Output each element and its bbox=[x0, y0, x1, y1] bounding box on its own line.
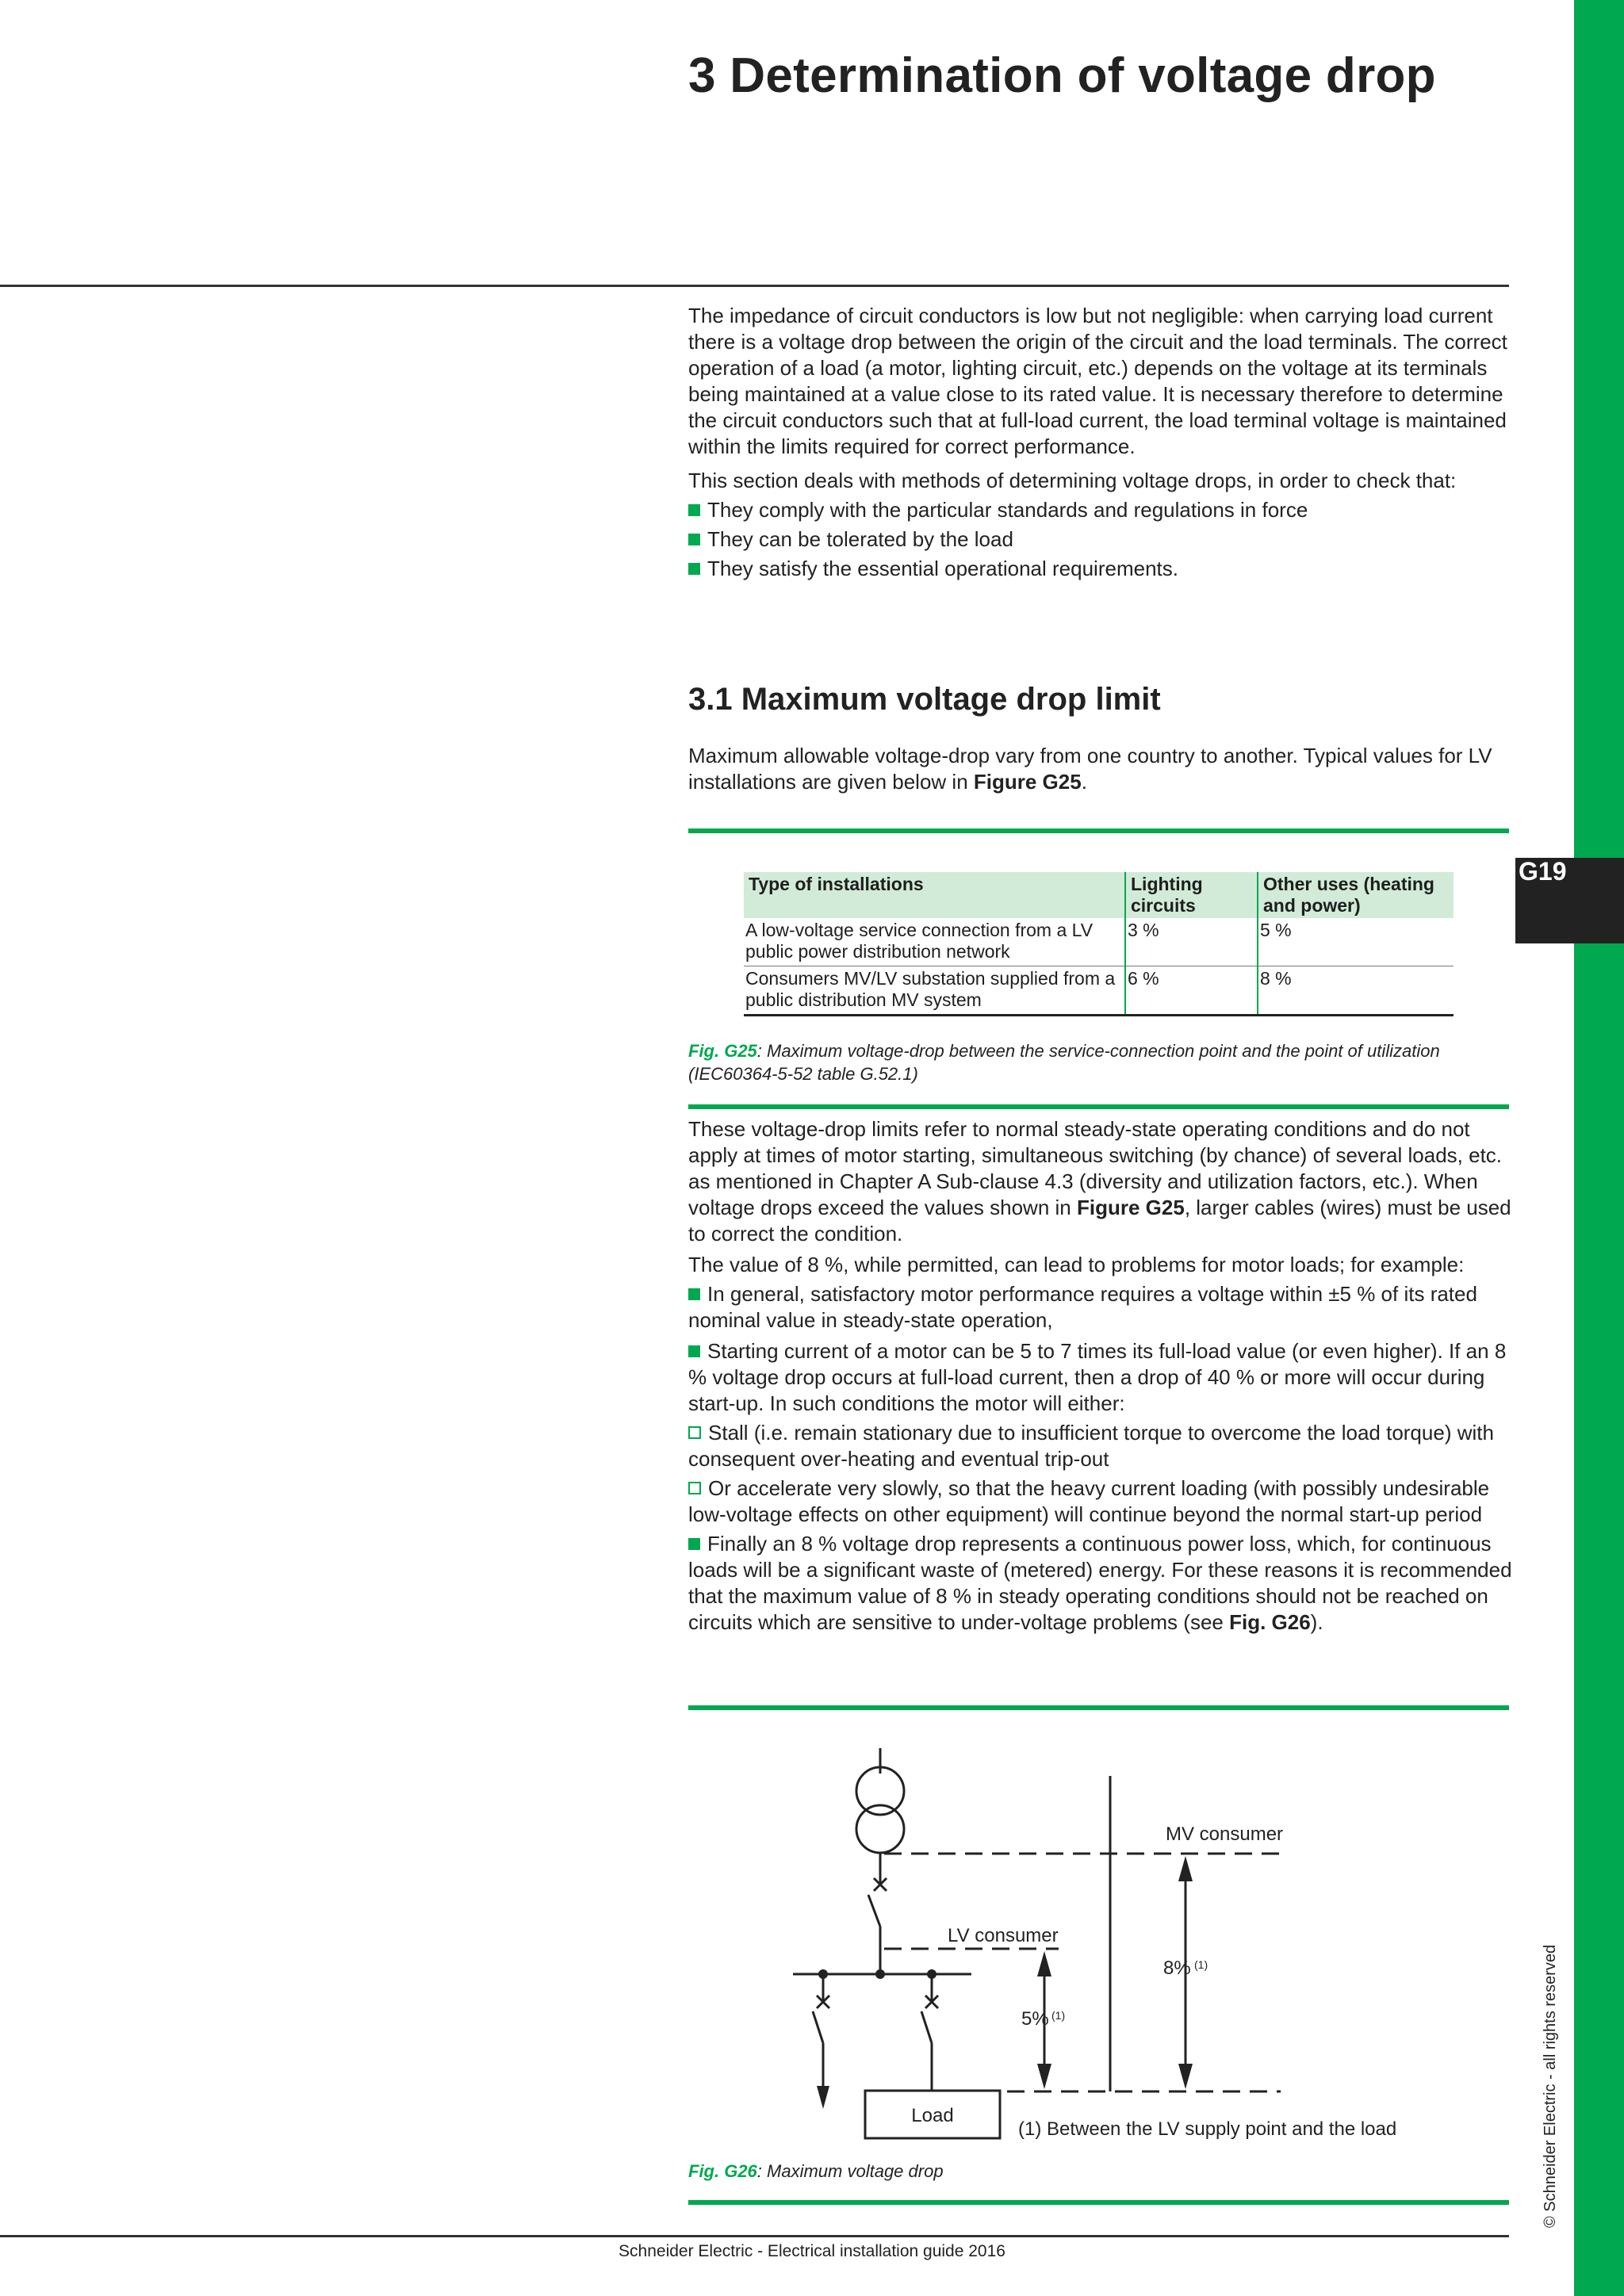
intro-paragraph: The impedance of circuit conductors is low but not negligible: when carrying load current there is a voltage drop between the origin of the circuit and the load terminals. The correct operation of a load (a motor, lighting circuit, etc.) depends on the voltage at its terminals being maintained at a value close to its rated value. It is necessary therefore to determine the circuit conductors such that at full-load current, the load terminal voltage is maintained within the limits required for correct performance. bbox=[688, 304, 1507, 458]
copyright-notice: © Schneider Electric - all rights reserved bbox=[1542, 1944, 1559, 2228]
lv-consumer-label: LV consumer bbox=[948, 1925, 1059, 1946]
bullet-item: Finally an 8 % voltage drop represents a continuous power loss, which, for continuous loads will be a significant waste of (metered) energy. For these reasons it is recommended that the maximum value of 8 % in steady operating conditions should not be reached on circuits which are sensitive to under-voltage problems (see Fig. G26). bbox=[688, 1532, 1512, 1634]
figure-rule bbox=[688, 828, 1509, 833]
transformer-winding bbox=[856, 1767, 904, 1815]
diagram-footnote: (1) Between the LV supply point and the load bbox=[1018, 2118, 1397, 2140]
table-cell: A low-voltage service connection from a LV public power distribution network bbox=[744, 918, 1125, 966]
body-paragraph: These voltage-drop limits refer to normal steady-state operating conditions and do not apply at times of motor starting, simultaneous switching (by chance) of several loads, etc. as mentioned in Chapter A Sub-clause 4.3 (diversity and utilization factors, etc.). When voltage drops exceed the values shown in Figure G25, larger cables (wires) must be used to correct the condition. bbox=[688, 1117, 1511, 1246]
arrow-up-icon bbox=[1178, 1856, 1193, 1881]
title-rule bbox=[0, 285, 1509, 287]
table-cell: 6 % bbox=[1125, 966, 1258, 1016]
arrow-down-icon bbox=[1037, 2064, 1051, 2089]
body-section bbox=[688, 1116, 1513, 1639]
arrow-down-icon bbox=[817, 2086, 829, 2109]
mv-consumer-label: MV consumer bbox=[1166, 1823, 1284, 1845]
section-intro: Maximum allowable voltage-drop vary from one country to another. Typical values for LV installations are given below in Figure G25. bbox=[688, 744, 1492, 794]
table-cell: 8 % bbox=[1258, 966, 1454, 1016]
sub-bullet-item: Or accelerate very slowly, so that the heavy current loading (with possibly undesirable low-voltage effects on other equipment) will continue beyond the normal start-up period bbox=[688, 1476, 1490, 1526]
bullet-square-icon bbox=[688, 534, 700, 545]
switch-blade bbox=[921, 2011, 932, 2043]
voltage-drop-diagram bbox=[785, 1740, 1419, 2145]
footer-rule bbox=[0, 2235, 1509, 2237]
intro-paragraph-2: This section deals with methods of determining voltage drops, in order to check that: bbox=[688, 469, 1457, 492]
figure-reference: Figure G25 bbox=[973, 770, 1082, 794]
intro-section bbox=[688, 303, 1513, 585]
table-row bbox=[744, 966, 1454, 1016]
figure-label: Fig. G25 bbox=[688, 1041, 757, 1061]
footnote-mark: (1) bbox=[1051, 2009, 1066, 2022]
bullet-square-icon bbox=[688, 504, 700, 516]
switch-blade bbox=[868, 1895, 880, 1927]
footnote-mark: (1) bbox=[1194, 1958, 1208, 1971]
transformer-winding bbox=[856, 1805, 904, 1853]
side-accent-bar bbox=[1574, 0, 1624, 2296]
figure-rule bbox=[688, 1705, 1509, 1710]
bullet-hollow-square-icon bbox=[688, 1426, 701, 1439]
table-cell: Consumers MV/LV substation supplied from a public distribution MV system bbox=[744, 966, 1125, 1016]
load-label: Load bbox=[911, 2105, 954, 2126]
junction-dot bbox=[818, 1969, 828, 1979]
page-title: 3 Determination of voltage drop bbox=[688, 48, 1436, 103]
bullet-square-icon bbox=[688, 563, 700, 575]
table-cell: 3 % bbox=[1125, 918, 1258, 966]
bullet-item: They comply with the particular standards and regulations in force bbox=[688, 497, 1513, 523]
voltage-drop-table bbox=[744, 872, 1454, 1016]
sub-bullet-item: Stall (i.e. remain stationary due to insufficient torque to overcome the load torque) with consequent over-heating and eventual trip-out bbox=[688, 1421, 1494, 1471]
figure-caption: Fig. G25: Maximum voltage-drop between the service-connection point and the point of utilization (IEC60364-5-52 table G.52.1) bbox=[688, 1041, 1440, 1084]
bullet-item: In general, satisfactory motor performance requires a voltage within ±5 % of its rated nominal value in steady-state operation, bbox=[688, 1282, 1477, 1332]
table-cell: 5 % bbox=[1258, 918, 1454, 966]
figure-label: Fig. G26 bbox=[688, 2161, 757, 2181]
column-header: Type of installations bbox=[744, 872, 1125, 918]
body-paragraph: The value of 8 %, while permitted, can lead to problems for motor loads; for example: bbox=[688, 1253, 1465, 1276]
junction-dot bbox=[927, 1969, 936, 1979]
bullet-square-icon bbox=[688, 1345, 700, 1357]
pct-5-label: 5% bbox=[1021, 2008, 1049, 2030]
bullet-item: They can be tolerated by the load bbox=[688, 526, 1513, 553]
arrow-down-icon bbox=[1178, 2064, 1193, 2089]
page-label: G19 bbox=[1515, 858, 1624, 943]
junction-dot bbox=[875, 1969, 885, 1979]
column-header: Other uses (heating and power) bbox=[1258, 872, 1454, 918]
figure-caption: Fig. G26: Maximum voltage drop bbox=[688, 2161, 944, 2181]
bullet-item: They satisfy the essential operational requirements. bbox=[688, 556, 1513, 582]
page-footer: Schneider Electric - Electrical installation guide 2016 bbox=[619, 2242, 1005, 2260]
switch-blade bbox=[813, 2011, 823, 2043]
arrow-up-icon bbox=[1037, 1951, 1051, 1976]
bullet-square-icon bbox=[688, 1538, 700, 1550]
section-heading: 3.1 Maximum voltage drop limit bbox=[688, 682, 1161, 717]
figure-rule bbox=[688, 2200, 1509, 2205]
bullet-square-icon bbox=[688, 1288, 700, 1300]
table-header-row bbox=[744, 872, 1454, 918]
bullet-hollow-square-icon bbox=[688, 1482, 701, 1494]
table-row bbox=[744, 918, 1454, 966]
pct-8-label: 8% bbox=[1163, 1957, 1191, 1979]
column-header: Lighting circuits bbox=[1125, 872, 1258, 918]
bullet-item: Starting current of a motor can be 5 to 7 times its full-load value (or even higher). If an 8 % voltage drop occurs at full-load current, then a drop of 40 % or more will occur during start-up. In such conditions the motor will either: bbox=[688, 1339, 1507, 1415]
figure-rule bbox=[688, 1104, 1509, 1109]
